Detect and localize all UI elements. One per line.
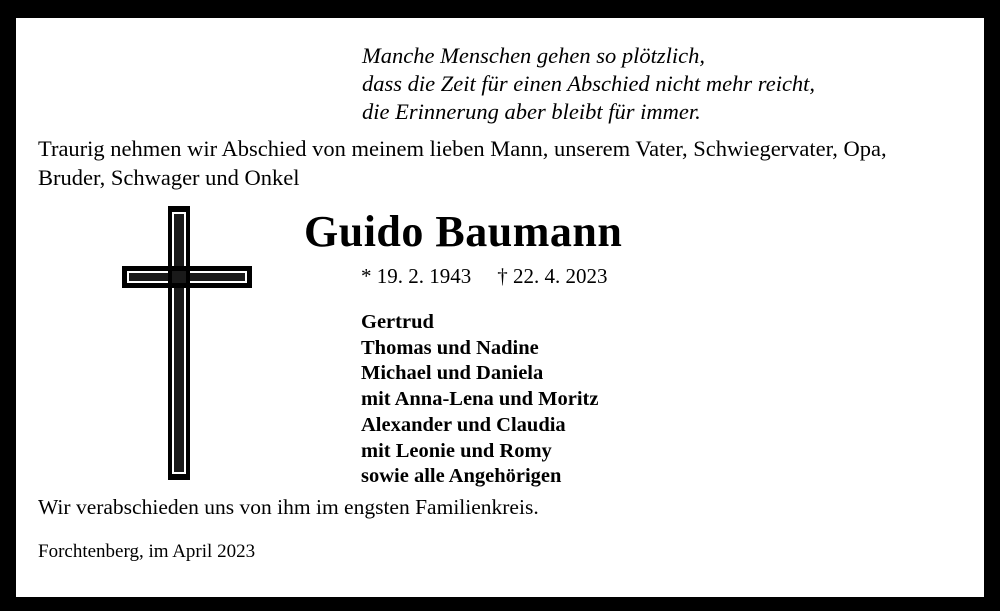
- intro-text: Traurig nehmen wir Abschied von meinem lieben Mann, unserem Vater, Schwiegervater, Opa, Bruder, Schwager und Onkel: [38, 136, 887, 190]
- cross-icon: [106, 198, 266, 488]
- family-line: mit Leonie und Romy: [361, 439, 552, 462]
- verse-line-3: die Erinnerung aber bleibt für immer.: [362, 99, 701, 124]
- family-line: Gertrud: [361, 311, 434, 333]
- family-line: mit Anna-Lena und Moritz: [361, 388, 599, 411]
- life-dates: [361, 264, 608, 289]
- verse-line-2: dass die Zeit für einen Abschied nicht mehr reicht,: [362, 71, 816, 96]
- place-and-date: Forchtenberg, im April 2023: [38, 541, 256, 562]
- verse-line-1: Manche Menschen gehen so plötzlich,: [362, 43, 706, 68]
- death-date: † 22. 4. 2023: [497, 264, 608, 288]
- family-line: Michael und Daniela: [361, 362, 544, 385]
- family-list: [361, 310, 598, 490]
- obituary-inner: [16, 18, 984, 597]
- family-line: Thomas und Nadine: [361, 336, 539, 359]
- birth-date: * 19. 2. 1943: [361, 264, 472, 288]
- deceased-name: Guido Baumann: [304, 207, 623, 256]
- family-line: Alexander und Claudia: [361, 413, 566, 436]
- closing-text: Wir verabschieden uns von ihm im engsten Familienkreis.: [38, 495, 539, 519]
- verse-block: [362, 42, 815, 126]
- family-line: sowie alle Angehörigen: [361, 465, 562, 488]
